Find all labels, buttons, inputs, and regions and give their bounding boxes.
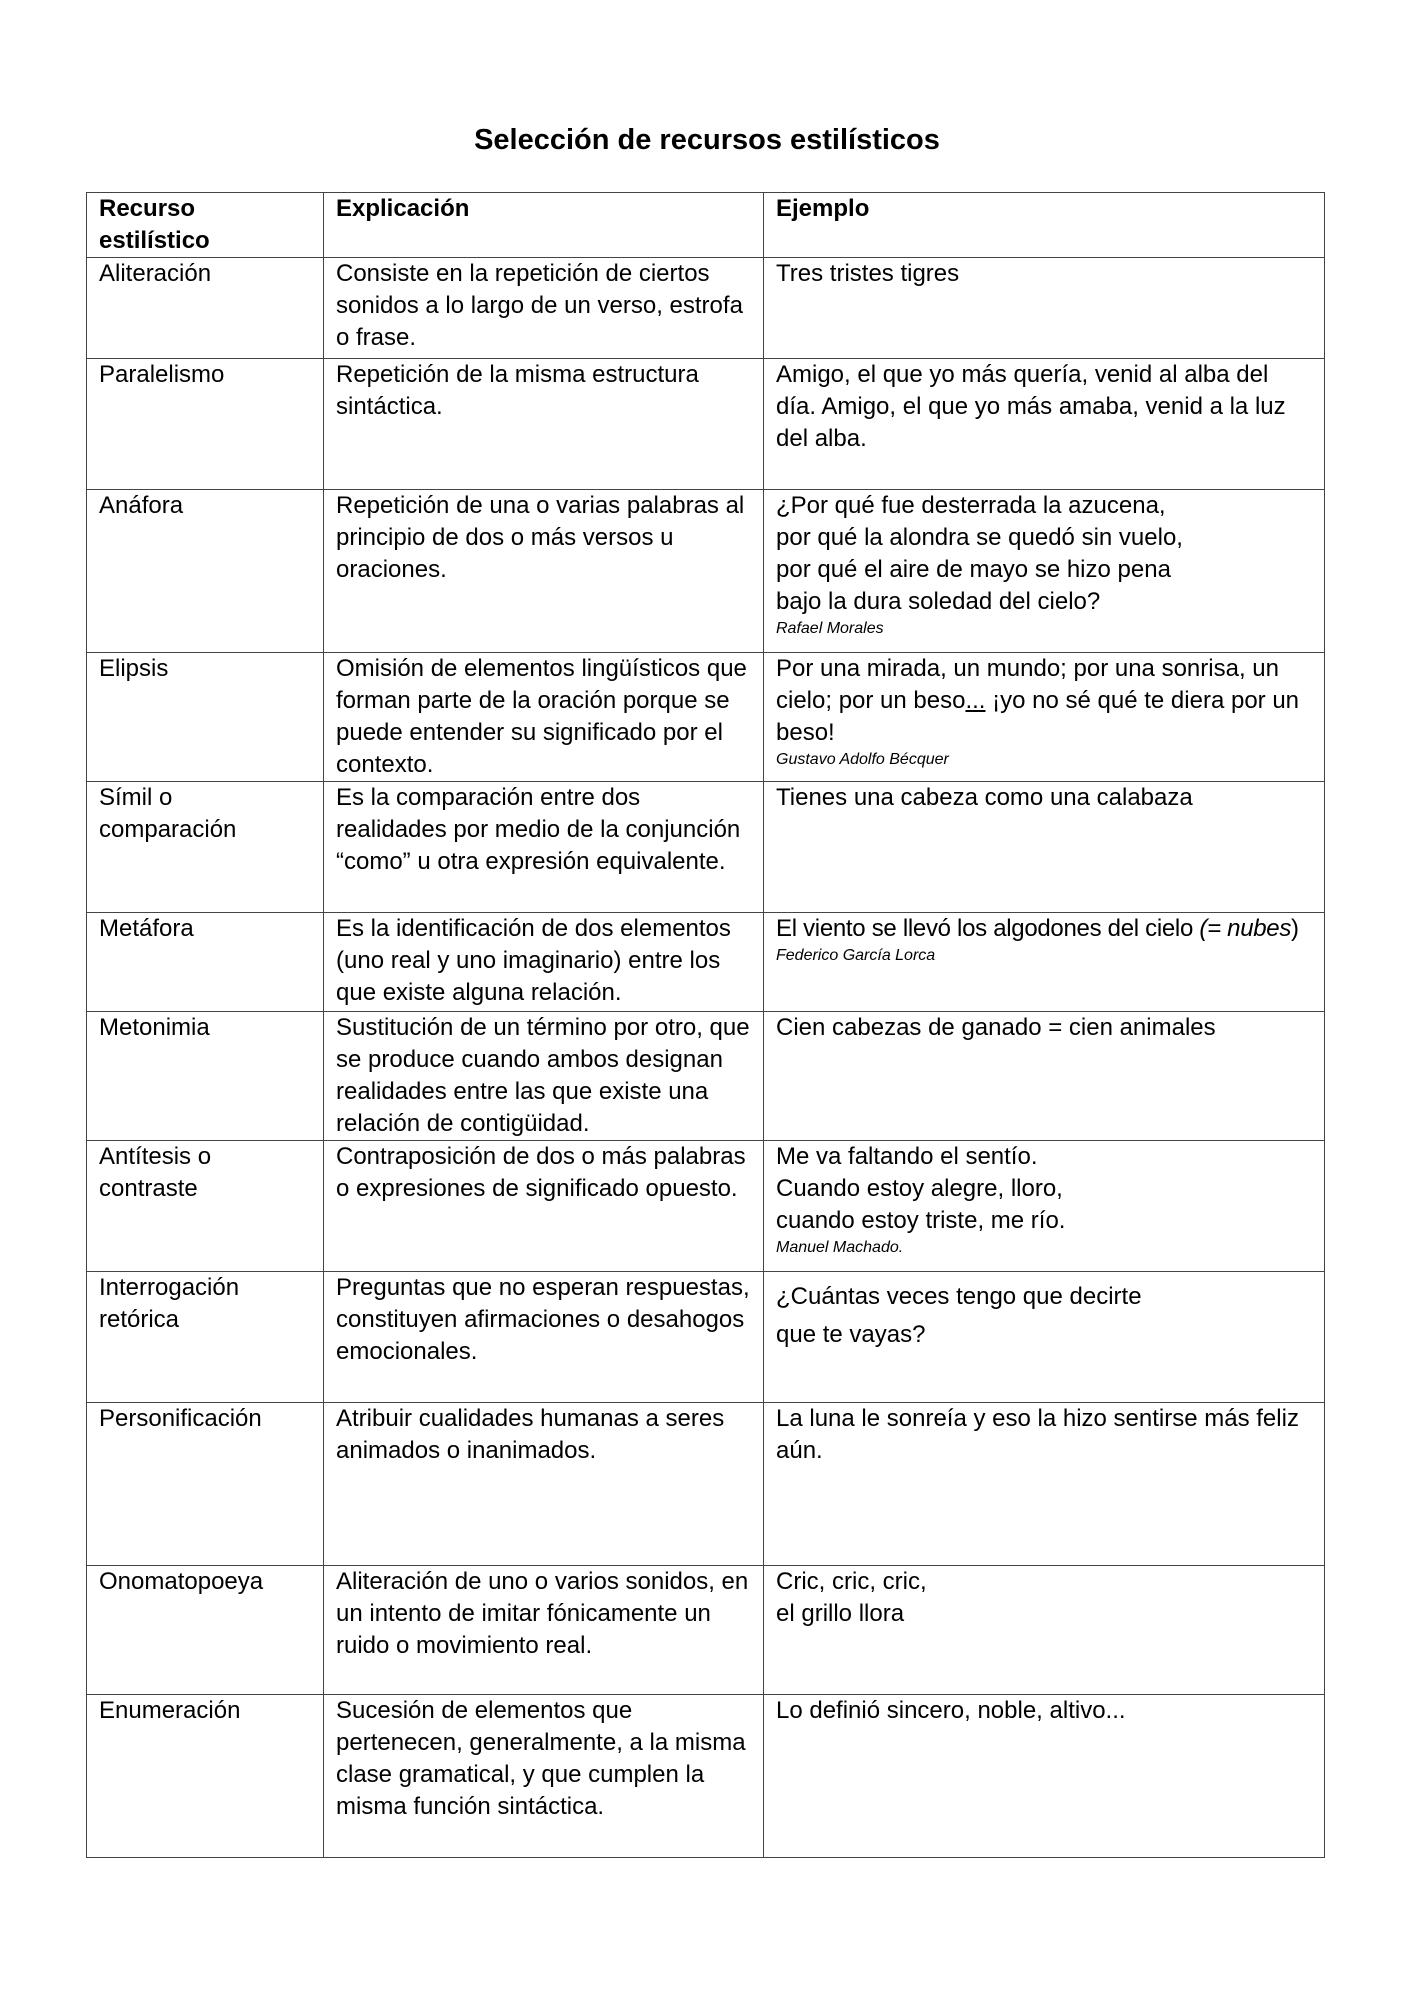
example-cell xyxy=(764,913,1325,1012)
example-text: ) xyxy=(1291,915,1299,942)
table-row xyxy=(87,1403,1325,1566)
example-line: bajo la dura soledad del cielo? xyxy=(776,588,1101,615)
example-line: Lo definió sincero, noble, altivo... xyxy=(776,1697,1126,1724)
table-row xyxy=(87,1566,1325,1695)
example-text: ¡yo no sé qué te diera por un beso! xyxy=(776,687,1300,746)
example-line: por qué la alondra se quedó sin vuelo, xyxy=(776,524,1183,551)
explanation-cell: Repetición de una o varias palabras al principio de dos o más versos u oraciones. xyxy=(324,490,764,653)
resource-cell: Interrogación retórica xyxy=(87,1272,324,1403)
example-cell xyxy=(764,653,1325,782)
example-line: Cien cabezas de ganado = cien animales xyxy=(776,1014,1216,1041)
table-row xyxy=(87,490,1325,653)
example-cell xyxy=(764,258,1325,359)
resource-cell: Enumeración xyxy=(87,1695,324,1858)
example-line: ¿Por qué fue desterrada la azucena, xyxy=(776,492,1166,519)
explanation-cell: Consiste en la repetición de ciertos sonidos a lo largo de un verso, estrofa o frase. xyxy=(324,258,764,359)
example-cell xyxy=(764,1566,1325,1695)
table-row xyxy=(87,1012,1325,1141)
example-line: Amigo, el que yo más quería, venid al alba del día. Amigo, el que yo más amaba, venid a la luz del alba. xyxy=(776,361,1286,452)
resource-cell: Elipsis xyxy=(87,653,324,782)
table-row xyxy=(87,1141,1325,1272)
example-line: Me va faltando el sentío. xyxy=(776,1143,1038,1170)
resource-cell: Antítesis o contraste xyxy=(87,1141,324,1272)
example-line: Cric, cric, cric, xyxy=(776,1568,927,1595)
example-line xyxy=(776,913,1312,945)
table-row xyxy=(87,359,1325,490)
explanation-cell: Repetición de la misma estructura sintáctica. xyxy=(324,359,764,490)
example-cell xyxy=(764,1695,1325,1858)
explanation-cell: Sustitución de un término por otro, que se produce cuando ambos designan realidades entre las que existe una relación de contigüidad. xyxy=(324,1012,764,1141)
example-cell xyxy=(764,490,1325,653)
example-cell xyxy=(764,1012,1325,1141)
example-author: Manuel Machado. xyxy=(776,1239,904,1256)
example-line: La luna le sonreía y eso la hizo sentirse más feliz aún. xyxy=(776,1405,1299,1464)
example-line: por qué el aire de mayo se hizo pena xyxy=(776,556,1171,583)
example-text: El viento se llevó los algodones del cielo xyxy=(776,915,1200,942)
ellipsis-marker: ... xyxy=(965,687,986,714)
explanation-cell: Atribuir cualidades humanas a seres animados o inanimados. xyxy=(324,1403,764,1566)
explanation-cell: Omisión de elementos lingüísticos que forman parte de la oración porque se puede entender su significado por el contexto. xyxy=(324,653,764,782)
table-row xyxy=(87,782,1325,913)
explanation-cell: Es la comparación entre dos realidades por medio de la conjunción “como” u otra expresión equivalente. xyxy=(324,782,764,913)
table-row xyxy=(87,1695,1325,1858)
table-header-row xyxy=(87,193,1325,258)
example-author: Federico García Lorca xyxy=(776,947,936,964)
example-author: Rafael Morales xyxy=(776,620,884,637)
resource-cell: Onomatopoeya xyxy=(87,1566,324,1695)
table-row xyxy=(87,258,1325,359)
header-resource: Recurso estilístico xyxy=(87,193,324,258)
explanation-cell: Es la identificación de dos elementos (uno real y uno imaginario) entre los que existe alguna relación. xyxy=(324,913,764,1012)
explanation-cell: Preguntas que no esperan respuestas, constituyen afirmaciones o desahogos emocionales. xyxy=(324,1272,764,1403)
resource-cell: Aliteración xyxy=(87,258,324,359)
example-italic: (= nubes xyxy=(1199,915,1292,942)
resources-table xyxy=(86,192,1325,1858)
example-cell xyxy=(764,1141,1325,1272)
resource-cell: Metáfora xyxy=(87,913,324,1012)
example-line: cuando estoy triste, me río. xyxy=(776,1207,1066,1234)
header-example: Ejemplo xyxy=(764,193,1325,258)
resource-cell: Paralelismo xyxy=(87,359,324,490)
explanation-cell: Aliteración de uno o varios sonidos, en un intento de imitar fónicamente un ruido o movimiento real. xyxy=(324,1566,764,1695)
example-line: que te vayas? xyxy=(776,1321,926,1348)
example-cell xyxy=(764,359,1325,490)
explanation-cell: Sucesión de elementos que pertenecen, generalmente, a la misma clase gramatical, y que cumplen la misma función sintáctica. xyxy=(324,1695,764,1858)
explanation-cell: Contraposición de dos o más palabras o expresiones de significado opuesto. xyxy=(324,1141,764,1272)
example-cell xyxy=(764,782,1325,913)
example-line xyxy=(776,653,1312,749)
example-line: Cuando estoy alegre, lloro, xyxy=(776,1175,1063,1202)
example-author: Gustavo Adolfo Bécquer xyxy=(776,751,949,768)
example-line: Tres tristes tigres xyxy=(776,260,960,287)
example-line: ¿Cuántas veces tengo que decirte xyxy=(776,1283,1142,1310)
page-title: Selección de recursos estilísticos xyxy=(474,124,940,156)
resource-cell: Anáfora xyxy=(87,490,324,653)
table-row xyxy=(87,653,1325,782)
example-cell xyxy=(764,1403,1325,1566)
table-row xyxy=(87,1272,1325,1403)
example-line: el grillo llora xyxy=(776,1600,905,1627)
example-cell xyxy=(764,1272,1325,1403)
resource-cell: Metonimia xyxy=(87,1012,324,1141)
header-explanation: Explicación xyxy=(324,193,764,258)
example-line: Tienes una cabeza como una calabaza xyxy=(776,784,1193,811)
table-row xyxy=(87,913,1325,1012)
resource-cell: Personificación xyxy=(87,1403,324,1566)
example-text: Por una mirada, un mundo; por una sonrisa, un cielo; por un beso xyxy=(776,655,1279,714)
resource-cell: Símil o comparación xyxy=(87,782,324,913)
